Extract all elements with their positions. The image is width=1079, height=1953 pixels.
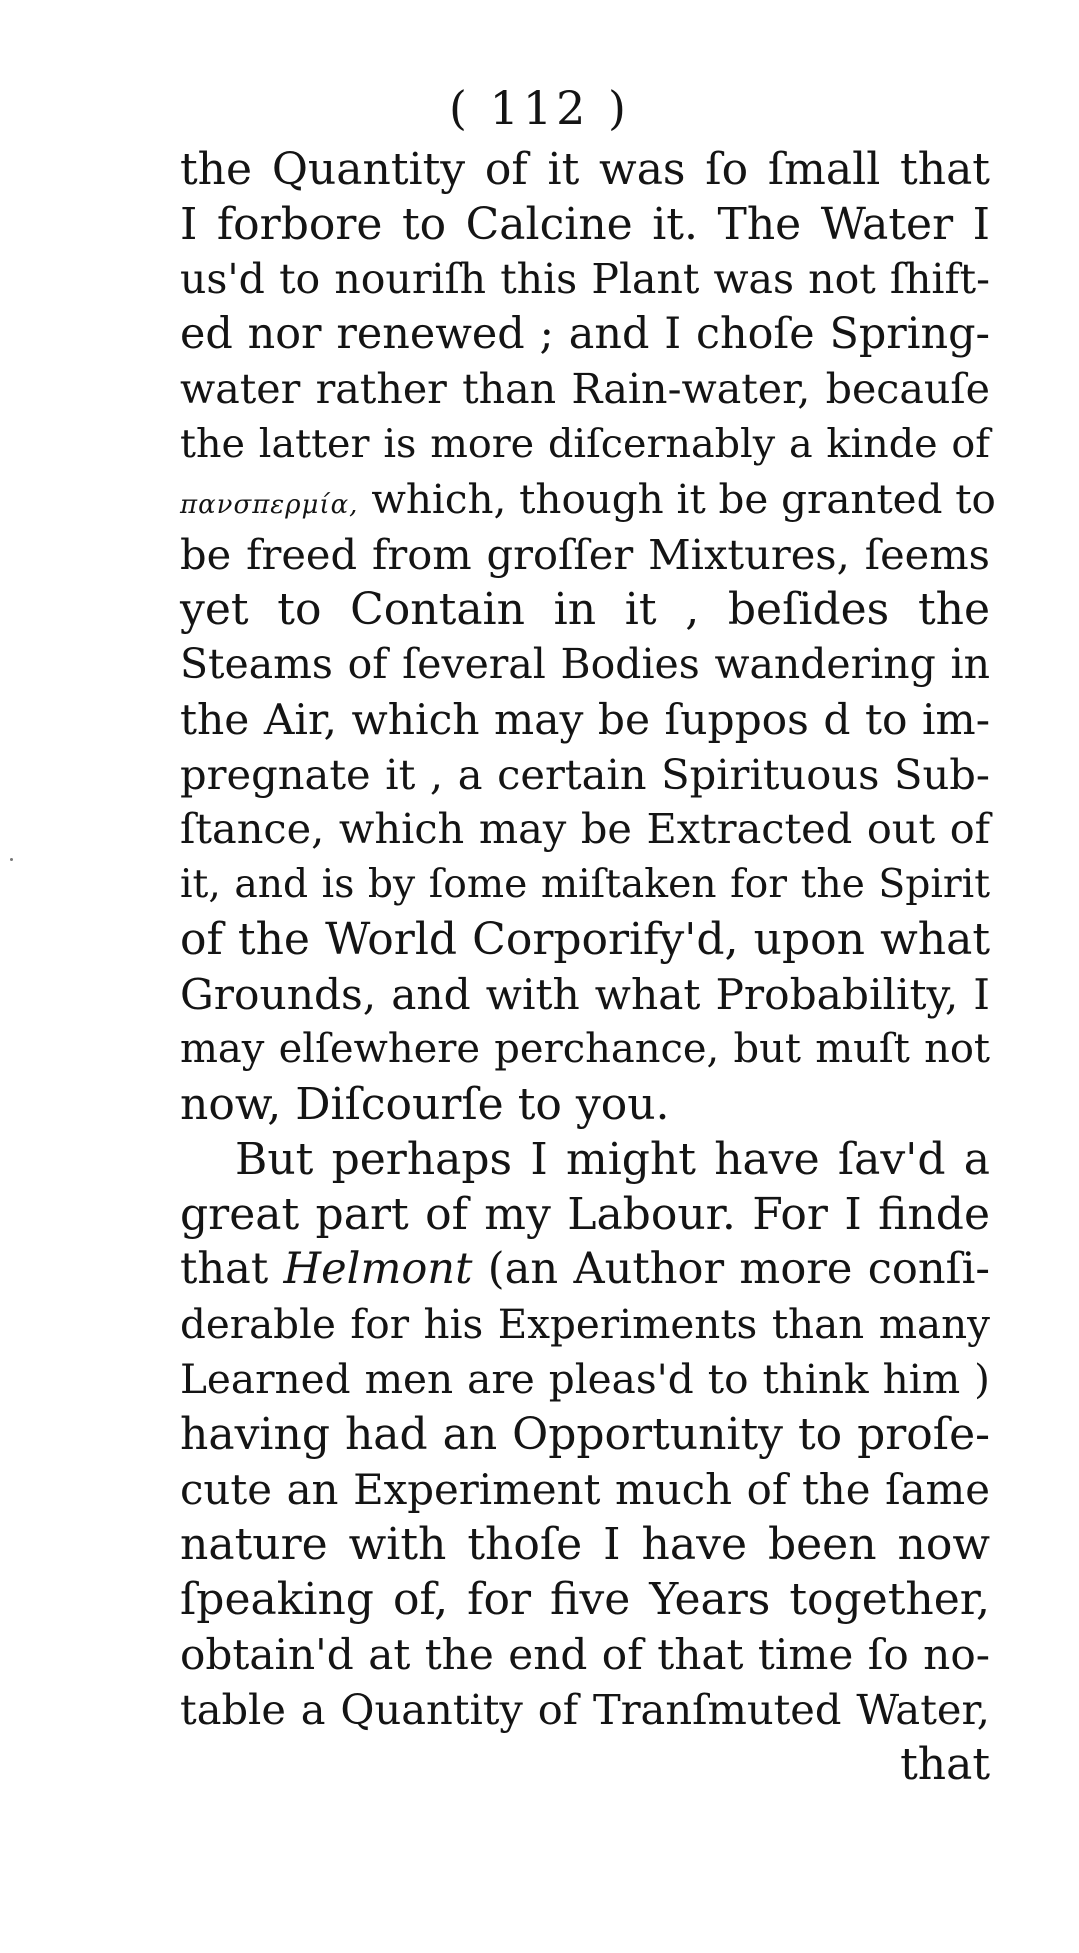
body-text	[180, 142, 996, 1792]
text-line: derable for his Experiments than many	[180, 1300, 990, 1348]
text-line	[180, 472, 996, 527]
text-line: Grounds, and with what Probability, I	[180, 970, 990, 1019]
text-line: But perhaps I might have ſav'd a	[235, 1134, 990, 1185]
text-line: be freed from groſſer Mixtures, ſeems	[180, 530, 990, 579]
text-line: water rather than Rain-water, becauſe	[180, 365, 990, 413]
text-line-rest: which, though it be granted to	[371, 475, 996, 523]
text-line: obtain'd at the end of that time ſo no-	[180, 1630, 990, 1679]
text-line: table a Quantity of Tranſmuted Water,	[180, 1685, 990, 1734]
text-line: the Quantity of it was ſo ſmall that	[180, 144, 990, 195]
text-line: nature with thoſe I have been now	[180, 1519, 990, 1570]
text-line: now, Diſcourſe to you.	[180, 1079, 670, 1130]
text-line: cute an Experiment much of the ſame	[180, 1465, 990, 1514]
text-line: Learned men are pleas'd to think him )	[180, 1355, 990, 1403]
catchword: that	[900, 1739, 990, 1790]
text-line: I forbore to Calcine it. The Water I	[180, 199, 990, 250]
text-line: having had an Opportunity to proſe-	[180, 1409, 990, 1460]
ink-speck	[10, 858, 13, 861]
text-line: great part of my Labour. For I finde	[180, 1189, 990, 1240]
text-line: ſpeaking of, for five Years together,	[180, 1574, 990, 1625]
text-line: it, and is by ſome miſtaken for the Spirit	[180, 862, 990, 907]
text-line: ed nor renewed ; and I choſe Spring-	[180, 309, 990, 359]
text-line-rest: (an Author more conſi-	[487, 1244, 990, 1294]
text-line: the Air, which may be ſuppos d to im-	[180, 695, 990, 744]
text-line: pregnate it , a certain Spirituous Sub-	[180, 750, 990, 799]
text-line: the latter is more diſcernably a kinde of	[180, 421, 990, 467]
greek-word: πανσπερμία,	[180, 490, 359, 520]
page-number: ( 112 )	[449, 81, 630, 135]
text-line-prefix: that	[180, 1244, 269, 1294]
text-line	[180, 1242, 990, 1297]
text-line: us'd to nouriſh this Plant was not ſhift-	[180, 255, 990, 303]
text-line: of the World Corporify'd, upon what	[180, 914, 990, 965]
text-line: ſtance, which may be Extracted out of	[180, 805, 990, 853]
text-line: Steams of ſeveral Bodies wandering in	[180, 640, 990, 688]
author-name: Helmont	[283, 1244, 473, 1294]
text-line: yet to Contain in it , beſides the	[180, 584, 990, 635]
text-line: may elſewhere perchance, but muſt not	[180, 1026, 990, 1072]
